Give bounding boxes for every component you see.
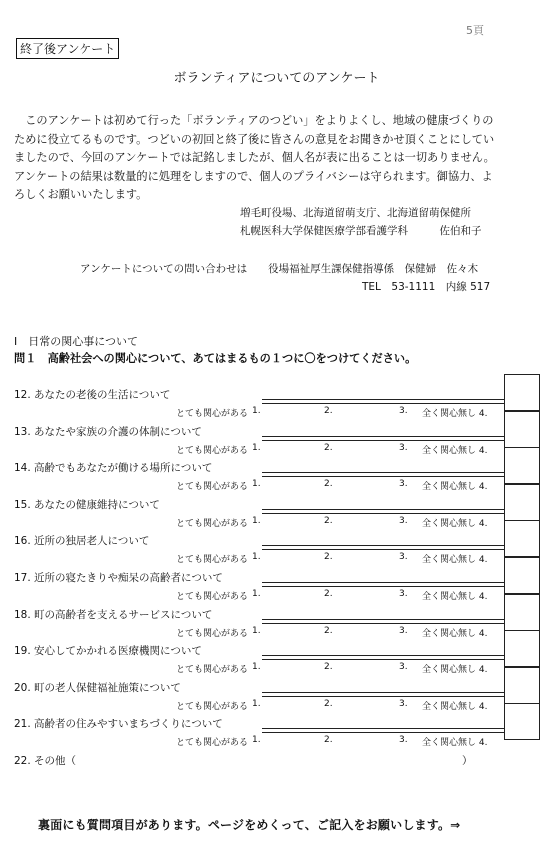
scale-option-4[interactable]: 全く関心無し 4. <box>422 445 488 456</box>
answer-box[interactable] <box>504 594 540 631</box>
scale-option-2[interactable]: 2. <box>324 698 333 709</box>
question-item <box>14 680 514 716</box>
scale-label-high-interest: とても関心がある <box>176 592 249 602</box>
scale-option-2[interactable]: 2. <box>324 406 333 416</box>
scale-option-1[interactable]: 1. <box>252 589 261 599</box>
question-heading: 問１ 高齢社会への関心について、あてはまるもの１つに〇をつけてください。 <box>14 352 417 365</box>
question-item-label: 13. あなたや家族の介護の体制について <box>14 425 202 438</box>
page-number: 5頁 <box>466 24 484 37</box>
scale-line <box>262 582 504 587</box>
scale-label-high-interest: とても関心がある <box>176 628 249 639</box>
scale-option-2[interactable]: 2. <box>324 479 333 490</box>
section-heading: Ⅰ 日常の関心事について <box>14 335 139 348</box>
scale-option-1[interactable]: 1. <box>252 479 261 490</box>
question-item-label: 15. あなたの健康維持について <box>14 498 160 511</box>
scale-option-1[interactable]: 1. <box>252 698 261 709</box>
scale-label-high-interest: とても関心がある <box>176 445 249 456</box>
scale-option-3[interactable]: 3. <box>399 662 408 673</box>
scale-line <box>262 436 504 441</box>
scale-option-4[interactable]: 全く関心無し 4. <box>422 738 488 749</box>
scale-option-2[interactable]: 2. <box>324 735 333 746</box>
scale-label-high-interest: とても関心がある <box>176 409 249 419</box>
organizer-line-1: 増毛町役場、北海道留萌支庁、北海道留萌保健所 <box>240 207 471 219</box>
scale-option-3[interactable]: 3. <box>399 515 408 526</box>
scale-label-high-interest: とても関心がある <box>176 518 249 529</box>
scale-label-high-interest: とても関心がある <box>176 738 249 749</box>
scale-option-2[interactable]: 2. <box>324 589 333 599</box>
scale-option-1[interactable]: 1. <box>252 442 261 453</box>
question-item <box>14 643 514 679</box>
scale-option-1[interactable]: 1. <box>252 515 261 526</box>
answer-box[interactable] <box>504 447 540 484</box>
question-item-label: 16. 近所の独居老人について <box>14 535 150 548</box>
scale-option-4[interactable]: 全く関心無し 4. <box>422 482 488 493</box>
scale-option-3[interactable]: 3. <box>399 698 408 709</box>
scale-option-4[interactable]: 全く関心無し 4. <box>422 555 488 566</box>
question-item-label: 18. 町の高齢者を支えるサービスについて <box>14 608 213 621</box>
scale-label-high-interest: とても関心がある <box>176 665 249 676</box>
answer-box[interactable] <box>504 411 540 448</box>
scale-label-high-interest: とても関心がある <box>176 701 249 712</box>
telephone-line: TEL 53-1111 内線 517 <box>362 281 491 293</box>
footer-note: 裏面にも質問項目があります。ページをめくって、ご記入をお願いします。⇒ <box>38 818 461 832</box>
question-item-label: 12. あなたの老後の生活について <box>14 389 171 401</box>
scale-option-1[interactable]: 1. <box>252 735 261 746</box>
scale-option-1[interactable]: 1. <box>252 552 261 563</box>
scale-line <box>262 692 504 697</box>
page-title: ボランティアについてのアンケート <box>173 71 380 86</box>
scale-line <box>262 655 504 660</box>
scale-line <box>262 619 504 624</box>
answer-box[interactable] <box>504 520 540 557</box>
question-item-label: 19. 安心してかかれる医療機関について <box>14 645 202 658</box>
answer-box[interactable] <box>504 630 540 667</box>
scale-line <box>262 472 504 477</box>
question-item-label: 21. 高齢者の住みやすいまちづくりについて <box>14 718 223 731</box>
scale-option-1[interactable]: 1. <box>252 625 261 636</box>
scale-option-3[interactable]: 3. <box>399 552 408 563</box>
question-item <box>14 497 514 533</box>
question-item <box>14 460 514 496</box>
scale-option-2[interactable]: 2. <box>324 442 333 453</box>
organizer-line-2: 札幌医科大学保健医療学部看護学科 佐伯和子 <box>240 225 482 237</box>
scale-line <box>262 509 504 514</box>
scale-option-2[interactable]: 2. <box>324 662 333 673</box>
question-item <box>14 424 514 460</box>
scale-option-3[interactable]: 3. <box>399 589 408 599</box>
scale-line <box>262 728 504 733</box>
scale-option-4[interactable]: 全く関心無し 4. <box>422 592 488 602</box>
scale-line <box>262 399 504 404</box>
answer-box[interactable] <box>504 703 540 740</box>
other-item-close: ） <box>462 755 473 767</box>
scale-option-4[interactable]: 全く関心無し 4. <box>422 701 488 712</box>
scale-option-2[interactable]: 2. <box>324 515 333 526</box>
question-item <box>14 570 514 606</box>
scale-option-3[interactable]: 3. <box>399 735 408 746</box>
contact-line: アンケートについての問い合わせは 役場福祉厚生課保健指導係 保健婦 佐々木 <box>80 263 479 275</box>
question-item-label: 20. 町の老人保健福祉施策について <box>14 681 181 694</box>
question-item-label: 17. 近所の寝たきりや痴呆の高齢者について <box>14 572 223 584</box>
survey-tag: 終了後アンケート <box>16 38 119 59</box>
scale-option-2[interactable]: 2. <box>324 552 333 563</box>
answer-box[interactable] <box>504 667 540 704</box>
scale-option-1[interactable]: 1. <box>252 662 261 673</box>
scale-option-3[interactable]: 3. <box>399 479 408 490</box>
scale-label-high-interest: とても関心がある <box>176 555 249 566</box>
intro-text: このアンケートは初めて行った「ボランティアのつどい」をよりよくし、地域の健康づくりのために役立てるものです。つどいの初回と終了後に皆さんの意見をお聞きかせ頂くことにしていましたので、今回のアンケートでは記銘しましたが、個人名が表に出ることは一切ありません。アンケートの結果は数量的に処理をしますので、個人のプライバシーは守られます。御協力、よろしくお願いいたします。 <box>14 114 495 201</box>
scale-label-high-interest: とても関心がある <box>176 482 249 493</box>
scale-option-4[interactable]: 全く関心無し 4. <box>422 628 488 639</box>
intro-paragraph <box>14 112 496 205</box>
scale-line <box>262 545 504 550</box>
scale-option-1[interactable]: 1. <box>252 406 261 416</box>
question-item <box>14 533 514 569</box>
question-item <box>14 716 514 752</box>
other-item-label: 22. その他（ <box>14 755 77 767</box>
scale-option-3[interactable]: 3. <box>399 406 408 416</box>
question-item <box>14 607 514 643</box>
scale-option-4[interactable]: 全く関心無し 4. <box>422 409 488 419</box>
scale-option-2[interactable]: 2. <box>324 625 333 636</box>
answer-box[interactable] <box>504 557 540 594</box>
question-item-label: 14. 高齢でもあなたが働ける場所について <box>14 462 213 475</box>
scale-option-3[interactable]: 3. <box>399 442 408 453</box>
scale-option-4[interactable]: 全く関心無し 4. <box>422 665 488 676</box>
question-item <box>14 387 514 423</box>
answer-box[interactable] <box>504 374 540 411</box>
scale-option-4[interactable]: 全く関心無し 4. <box>422 518 488 529</box>
scale-option-3[interactable]: 3. <box>399 625 408 636</box>
answer-box[interactable] <box>504 484 540 521</box>
